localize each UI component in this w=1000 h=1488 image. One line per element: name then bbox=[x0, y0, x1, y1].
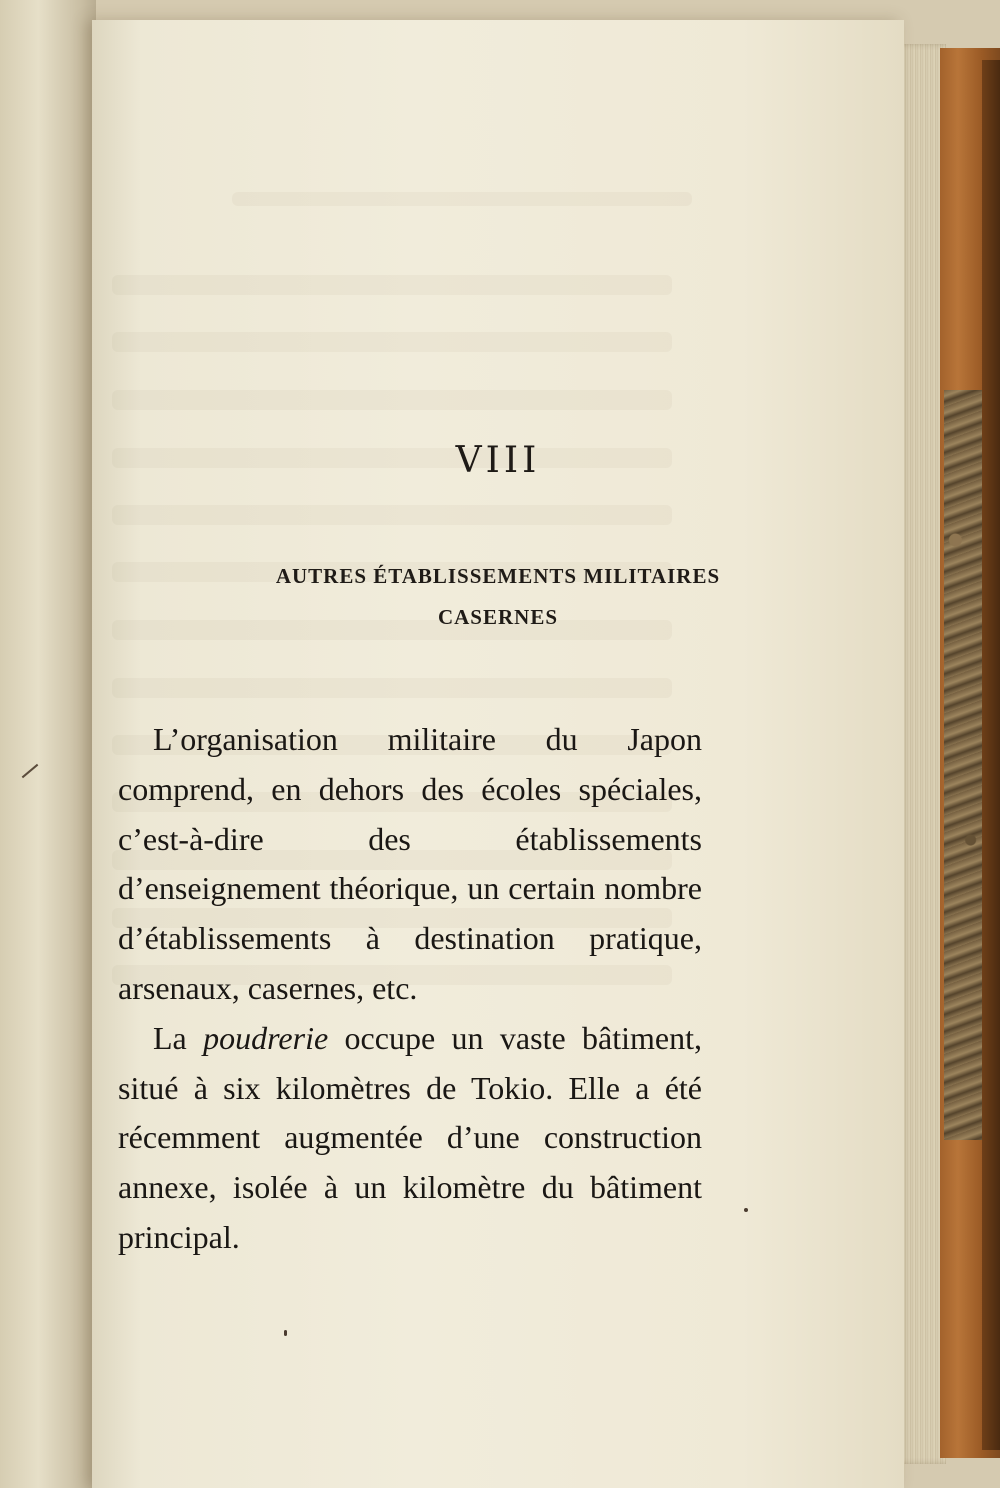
ink-speck bbox=[744, 1208, 748, 1212]
chapter-subtitle: CASERNES bbox=[437, 605, 559, 629]
paragraph-2 bbox=[118, 1014, 702, 1263]
book-page bbox=[92, 20, 904, 1488]
paragraph-2-rest: occupe un vaste bâtiment, situé à six kilomètres de Tokio. Elle a été récemment augmentée d’une construction annexe, isolée à un kilomètre du bâtiment principal. bbox=[118, 1019, 703, 1255]
paragraph-1: L’organisation militaire du Japon comprend, en dehors des écoles spéciales, c’est-à-dire des établissements d’enseignement théorique, un certain nombre d’établissements à destination pratique, arsenaux, casernes, etc. bbox=[118, 721, 702, 1006]
body-text bbox=[118, 715, 702, 1263]
cover-shadow bbox=[982, 60, 1000, 1450]
pencil-mark bbox=[22, 764, 39, 778]
paragraph-2-start: La bbox=[153, 1019, 204, 1056]
facing-page-edge bbox=[0, 0, 96, 1488]
marbled-board bbox=[944, 390, 982, 1140]
chapter-title: AUTRES ÉTABLISSEMENTS MILITAIRES bbox=[275, 564, 721, 588]
italic-term: poudrerie bbox=[203, 1019, 329, 1056]
ink-speck bbox=[284, 1330, 287, 1336]
chapter-number: VIII bbox=[455, 440, 541, 481]
